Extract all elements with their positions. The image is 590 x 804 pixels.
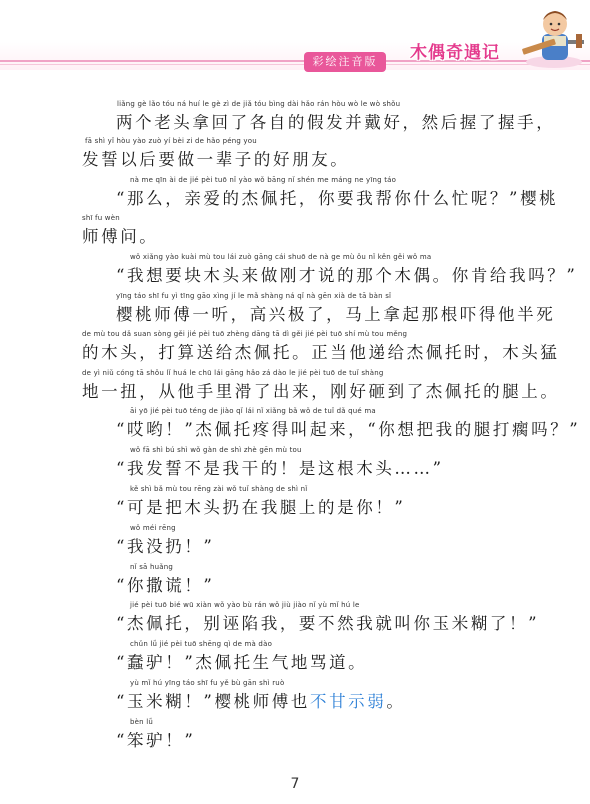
pinyin-annotation: nǐ sā huǎng (130, 563, 174, 571)
chinese-text: “我发誓不是我干的！是这根木头……” (116, 459, 444, 478)
pinyin-annotation: āi yō jié pèi tuō téng de jiào qǐ lái nǐ xiǎng bǎ wǒ de tuǐ dǎ qué ma (130, 407, 376, 415)
highlighted-idiom: 不甘示弱 (309, 692, 387, 711)
chinese-text: 的木头，打算送给杰佩托。正当他递给杰佩托时，木头猛 (82, 343, 560, 362)
chinese-text: “我没扔！” (116, 537, 215, 556)
chinese-text: 发誓以后要做一辈子的好朋友。 (82, 150, 350, 169)
pinyin-annotation: liǎng gè lǎo tóu ná huí le gè zì de jiǎ tóu bìng dài hǎo rán hòu wò le wò shǒu (117, 100, 401, 108)
pinyin-annotation: wǒ fā shì bú shì wǒ gàn de shì zhè gēn mù tou (130, 446, 302, 454)
header-divider-thin (0, 64, 590, 65)
carpenter-mascot-icon (518, 0, 590, 70)
pinyin-annotation: chǔn lǘ jié pèi tuō shēng qì de mà dào (130, 640, 273, 648)
pinyin-annotation: yīng táo shī fu yì tīng gāo xìng jí le mǎ shàng ná qǐ nà gēn xià de tā bàn sǐ (116, 292, 392, 300)
pinyin-annotation: de mù tou dǎ suan sòng gěi jié pèi tuō zhèng dāng tā dì gěi jié pèi tuō shí mù tou měng (82, 330, 408, 338)
pinyin-annotation: fā shì yǐ hòu yào zuò yí bèi zi de hǎo péng you (85, 137, 257, 145)
chinese-text: 师傅问。 (82, 227, 159, 246)
pinyin-annotation: wǒ xiǎng yào kuài mù tou lái zuò gāng cái shuō de nà ge mù ǒu nǐ kěn gěi wǒ ma (130, 253, 432, 261)
chinese-text-part: 。 (386, 692, 406, 711)
pinyin-annotation: bèn lǘ (130, 718, 153, 726)
chinese-text: “你撒谎！” (116, 576, 215, 595)
chinese-text (116, 688, 406, 712)
chinese-text: “蠢驴！”杰佩托生气地骂道。 (116, 653, 368, 672)
chinese-text: “我想要块木头来做刚才说的那个木偶。你肯给我吗？” (116, 266, 578, 285)
chinese-text: “笨驴！” (116, 731, 196, 750)
pinyin-annotation: de yì niǔ cóng tā shǒu lǐ huá le chū lái gāng hǎo zá dào le jié pèi tuō de tuǐ shàng (82, 369, 384, 377)
page-number: 7 (290, 776, 300, 792)
pinyin-annotation: wǒ méi rēng (130, 524, 176, 532)
chinese-text: 樱桃师傅一听，高兴极了，马上拿起那根吓得他半死 (116, 305, 556, 324)
chinese-text: “那么，亲爱的杰佩托，你要我帮你什么忙呢？”樱桃 (116, 189, 559, 208)
chinese-text: 两个老头拿回了各自的假发并戴好，然后握了握手， (116, 113, 556, 132)
pinyin-annotation: nà me qīn ài de jié pèi tuō nǐ yào wǒ bāng nǐ shén me máng ne yīng táo (130, 176, 397, 184)
pinyin-annotation: shī fu wèn (82, 214, 120, 222)
chinese-text-part: “玉米糊！”樱桃师傅也 (116, 692, 310, 711)
pinyin-annotation: jié pèi tuō bié wū xiàn wǒ yào bù rán wǒ jiù jiào nǐ yù mǐ hú le (130, 601, 360, 609)
pinyin-annotation: kě shì bǎ mù tou rēng zài wǒ tuǐ shàng de shì nǐ (130, 485, 308, 493)
chinese-text: “杰佩托，别诬陷我，要不然我就叫你玉米糊了！” (116, 614, 540, 633)
chinese-text: “哎哟！”杰佩托疼得叫起来，“你想把我的腿打瘸吗？” (116, 420, 581, 439)
book-title: 木偶奇遇记 (410, 43, 500, 63)
chinese-text: “可是把木头扔在我腿上的是你！” (116, 498, 406, 517)
edition-badge: 彩绘注音版 (304, 52, 386, 72)
chinese-text: 地一扭，从他手里滑了出来，刚好砸到了杰佩托的腿上。 (82, 382, 560, 401)
pinyin-annotation: yù mǐ hú yīng táo shī fu yě bù gān shì ruò (130, 679, 285, 687)
